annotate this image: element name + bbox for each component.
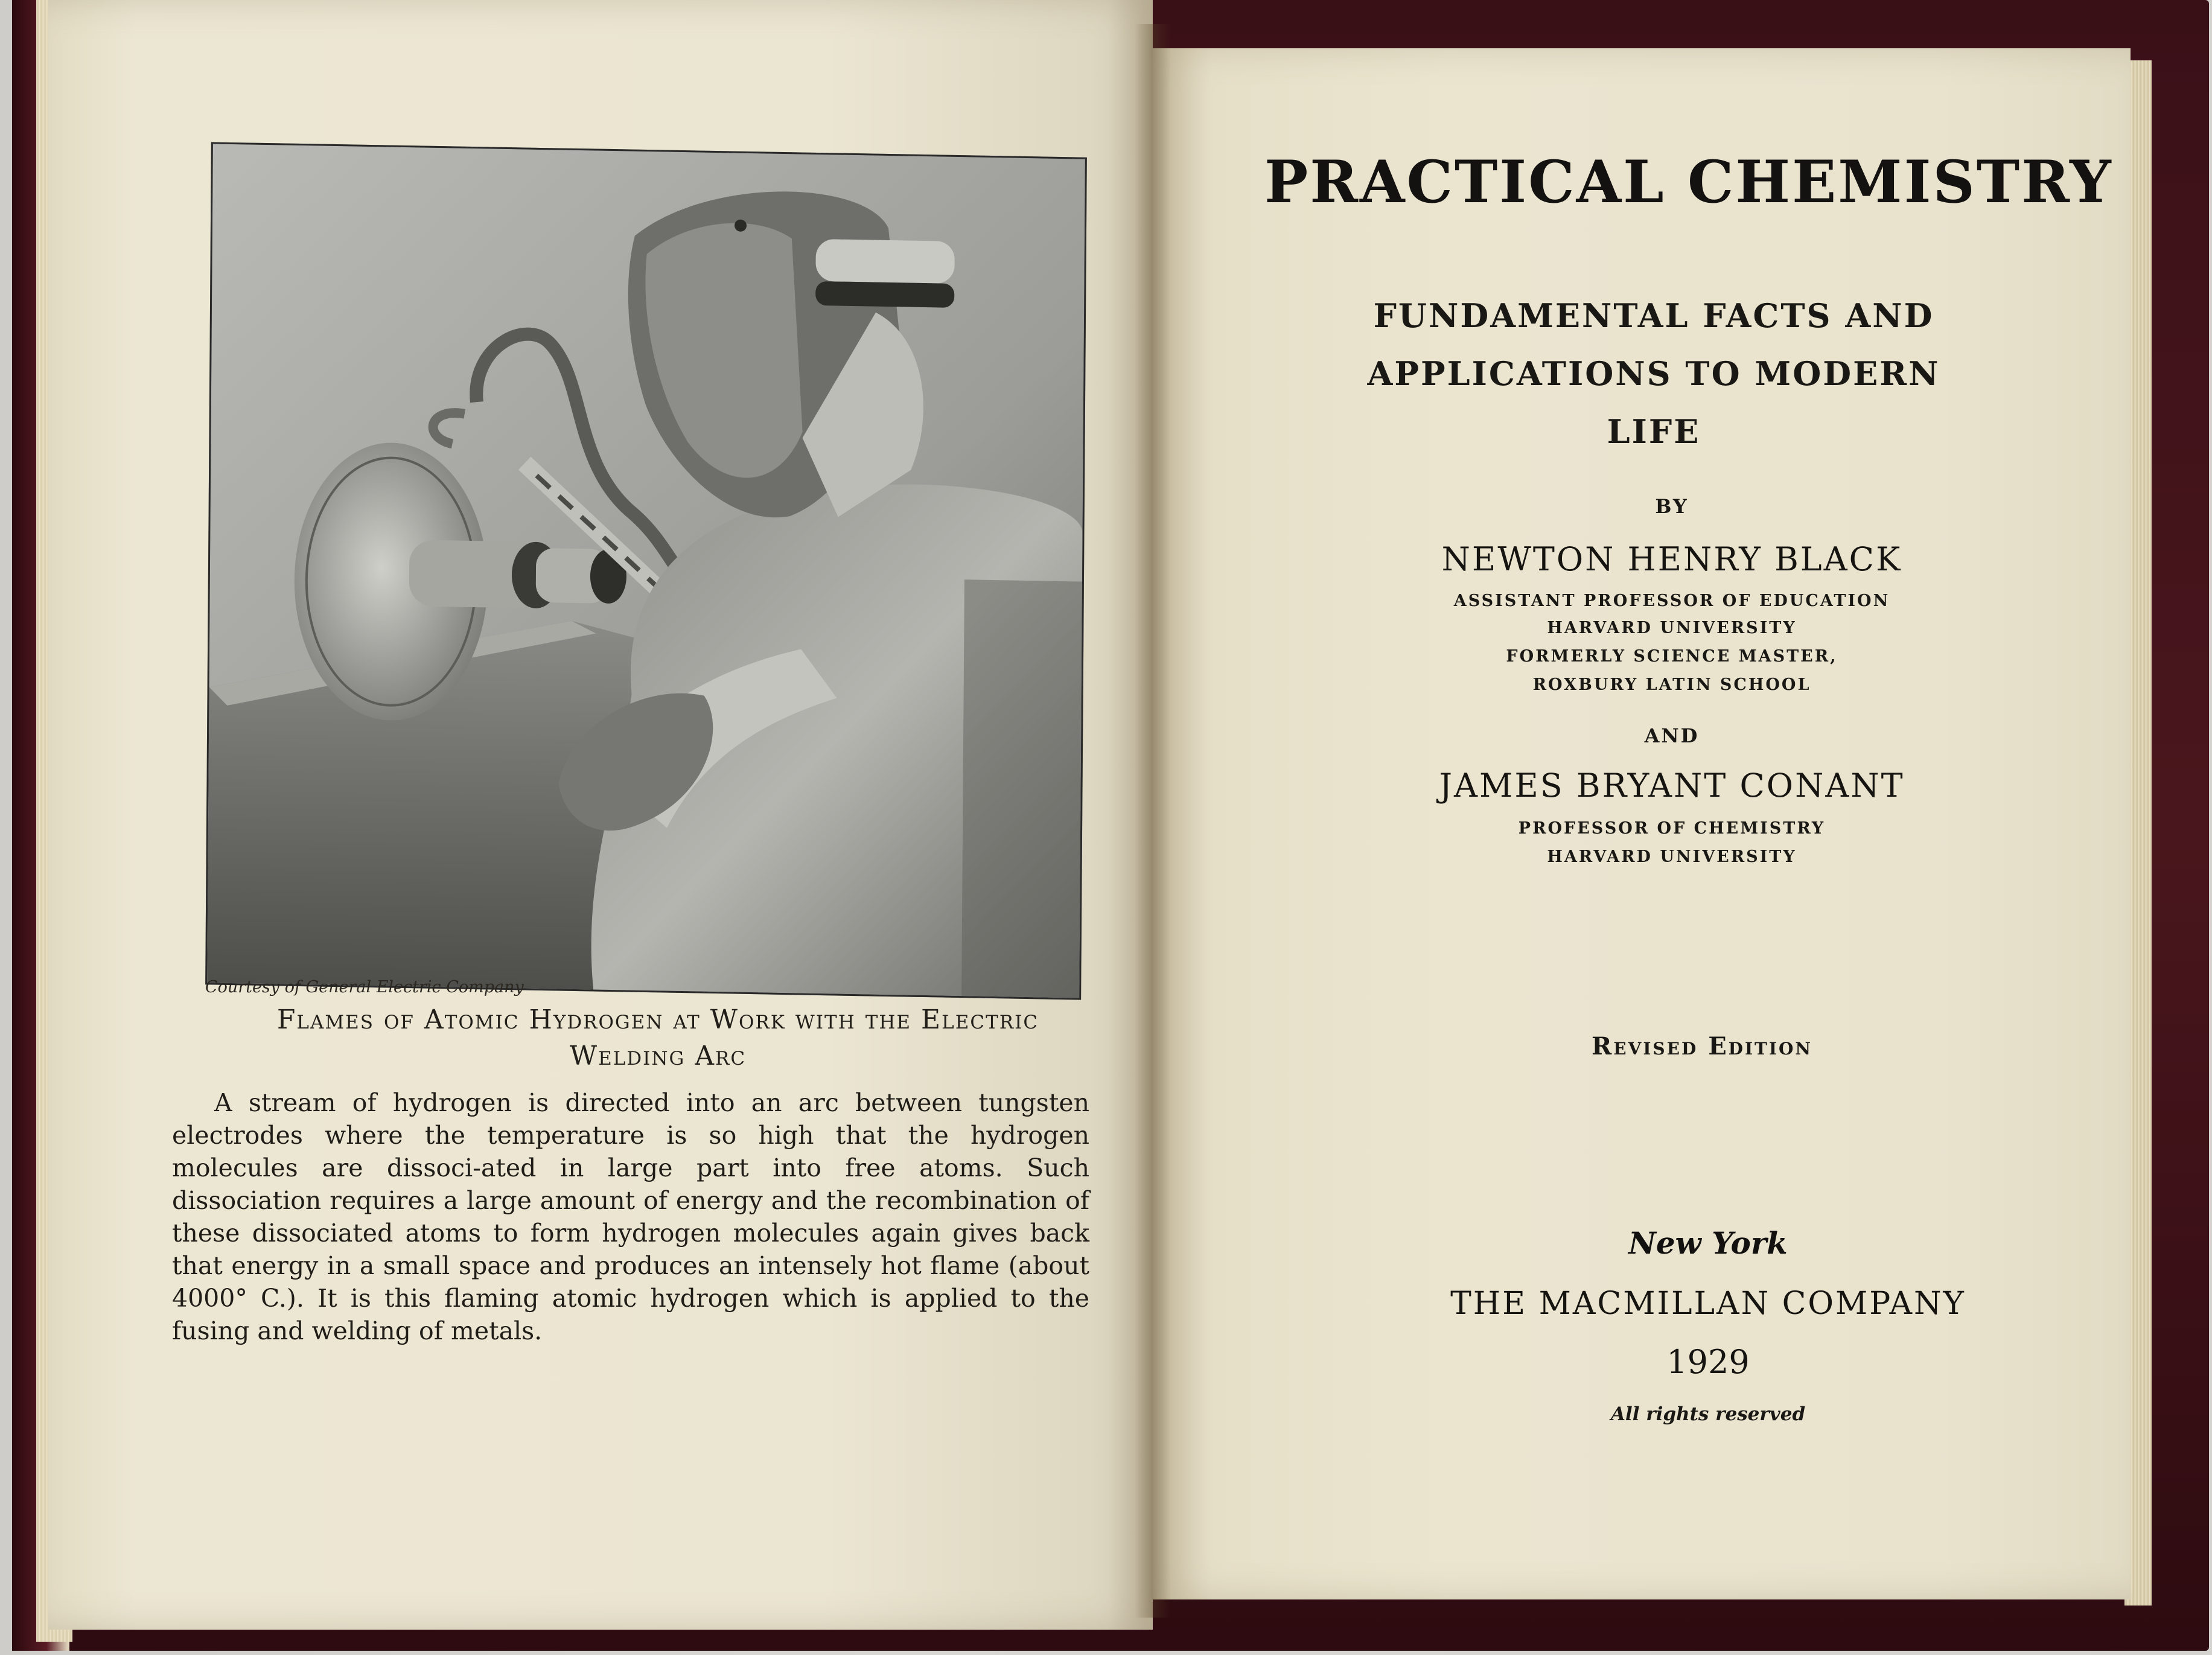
author1-line2: HARVARD UNIVERSITY: [1547, 619, 1797, 637]
author1-line3: FORMERLY SCIENCE MASTER,: [1506, 647, 1838, 666]
author2-line2: HARVARD UNIVERSITY: [1547, 847, 1797, 866]
edition-label: Revised Edition: [1592, 1032, 1812, 1060]
and-label: AND: [1644, 724, 1700, 747]
rights-notice: All rights reserved: [1610, 1403, 1806, 1425]
caption-body: A stream of hydrogen is directed into an arc between tungsten electrodes where the temperature is so high that the hydrogen molecules are dissoci-ated in large part into free atoms. Such dissociation requires a large amount of energy and the recombination of these dissociated atoms to form hydrogen molecules again gives back that energy in a small space and produces an intensely hot flame (about 4000° C.). It is this flaming atomic hydrogen which is applied to the fusing and welding of metals.: [172, 1088, 1089, 1345]
by-label: BY: [1655, 495, 1689, 518]
author2-line1: PROFESSOR OF CHEMISTRY: [1518, 819, 1826, 838]
book-gutter: [1135, 24, 1171, 1618]
author1-name: NEWTON HENRY BLACK: [1441, 540, 1902, 578]
author2-name: JAMES BRYANT CONANT: [1439, 767, 1905, 805]
photo-credit: Courtesy of General Electric Company: [205, 978, 524, 997]
book-title: PRACTICAL CHEMISTRY: [1264, 148, 2113, 216]
book-subtitle: FUNDAMENTAL FACTS AND APPLICATIONS TO MODERN LIFE: [1367, 296, 1940, 451]
frontispiece-photo: [205, 142, 1087, 1000]
publisher-city: New York: [1628, 1225, 1788, 1261]
author1-line1: ASSISTANT PROFESSOR OF EDUCATION: [1453, 592, 1890, 610]
caption-title: Flames of Atomic Hydrogen at Work with the Electric Welding Arc: [276, 1004, 1039, 1071]
publisher-name: THE MACMILLAN COMPANY: [1450, 1286, 1966, 1322]
publication-year: 1929: [1666, 1343, 1750, 1381]
author1-line4: ROXBURY LATIN SCHOOL: [1532, 675, 1811, 694]
